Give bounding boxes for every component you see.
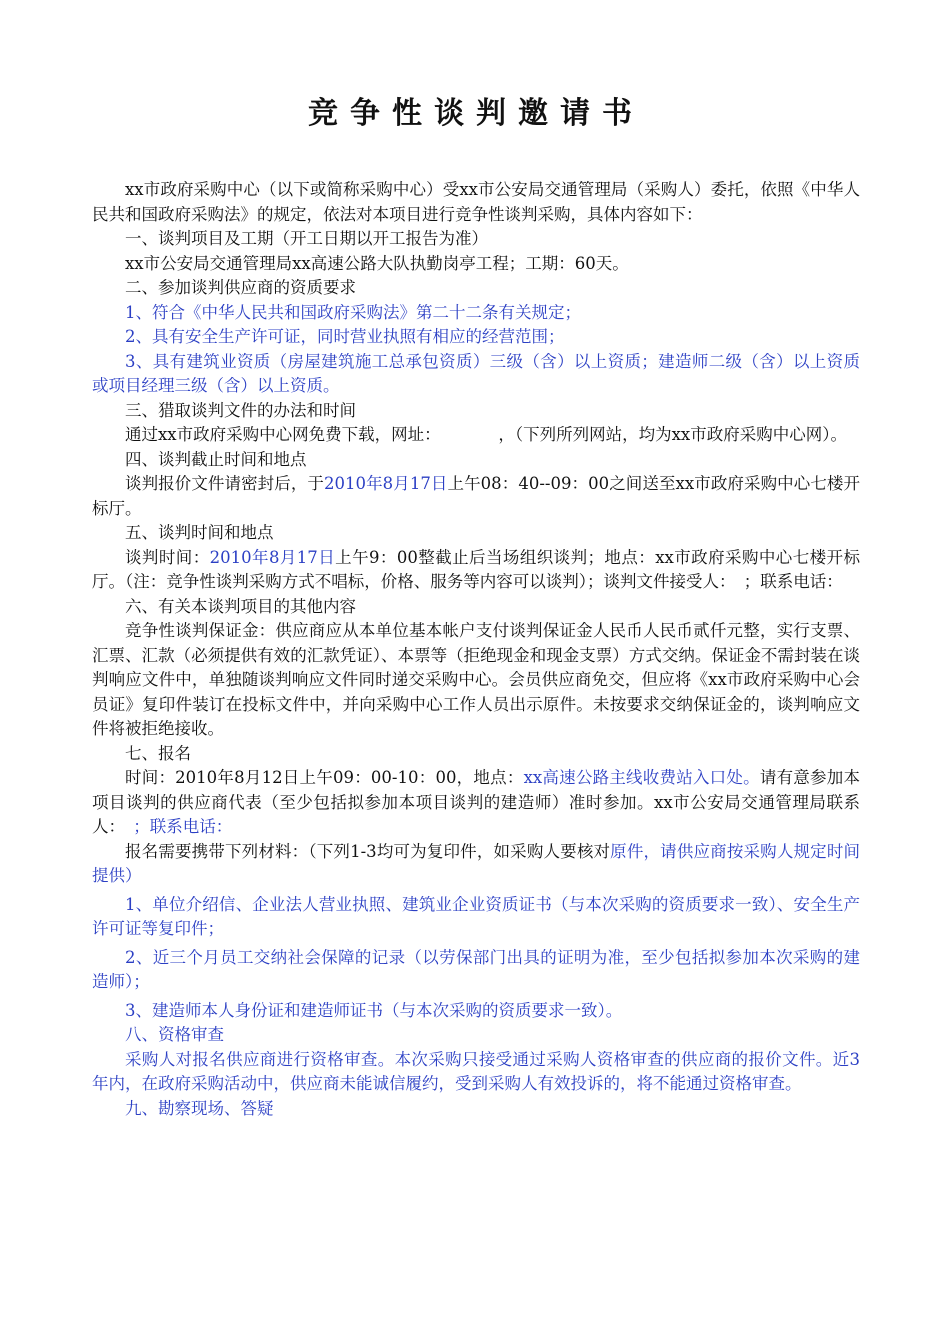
- section-1-heading: 一、谈判项目及工期（开工日期以开工报告为准）: [125, 229, 488, 248]
- section-6-body: 竞争性谈判保证金：供应商应从本单位基本帐户支付谈判保证金人民币人民币贰仟元整，实行支票、汇票、汇款（必须提供有效的汇款凭证）、本票等（拒绝现金和现金支票）方式交纳。保证金不需封装在谈判响应文件中，单独随谈判响应文件同时递交采购中心。会员供应商免交，但应将《xx市政府采购中心会员证》复印件装订在投标文件中，并向采购中心工作人员出示原件。未按要求交纳保证金的，谈判响应文件将被拒绝接收。: [92, 621, 860, 738]
- section-4-body-post: 上午08：40--09：00之间送至xx市政府采购中心七楼开标厅。: [92, 474, 860, 518]
- section-7-p1-pre: 时间：2010年8月12日上午09：00-10：00，地点：: [125, 768, 524, 787]
- section-7-item-3: 3、建造师本人身份证和建造师证书（与本次采购的资质要求一致）。: [125, 1000, 623, 1020]
- section-9-heading: 九、勘察现场、答疑: [125, 1098, 274, 1118]
- section-7-heading: 七、报名: [125, 743, 191, 763]
- section-4-heading: 四、谈判截止时间和地点: [125, 449, 307, 469]
- section-2-item-2: 2、具有安全生产许可证，同时营业执照有相应的经营范围；: [125, 327, 565, 346]
- section-1-body: xx市公安局交通管理局xx高速公路大队执勤岗亭工程；工期：60天。: [125, 253, 629, 273]
- section-2-item-1: 1、符合《中华人民共和国政府采购法》第二十二条有关规定；: [125, 302, 581, 322]
- section-7-paragraph-1: [92, 766, 860, 840]
- section-5-body-pre: 谈判时间：: [125, 547, 210, 567]
- section-7-contact: ；联系电话：: [116, 817, 233, 836]
- intro-paragraph: xx市政府采购中心（以下或简称采购中心）受xx市公安局交通管理局（采购人）委托，依照《中华人民共和国政府采购法》的规定，依法对本项目进行竞争性谈判采购，具体内容如下：: [92, 180, 860, 224]
- section-7-p2-blue: 原件，请供应商按采购人规定时间提供）: [92, 841, 861, 885]
- section-8-body: 采购人对报名供应商进行资格审查。本次采购只接受通过采购人资格审查的供应商的报价文件。近3年内，在政府采购活动中，供应商未能诚信履约，受到采购人有效投诉的，将不能通过资格审查。: [92, 1049, 860, 1093]
- document-title: 竞争性谈判邀请书: [308, 96, 644, 131]
- section-3-body: 通过xx市政府采购中心网免费下载，网址： ，（下列所列网站，均为xx市政府采购中心网）。: [125, 425, 847, 444]
- section-7-item-1: 1、单位介绍信、企业法人营业执照、建筑业企业资质证书（与本次采购的资质要求一致）、安全生产许可证等复印件；: [92, 894, 860, 938]
- section-5-date: 2010年8月17日: [209, 547, 336, 567]
- section-5-body: [92, 546, 860, 595]
- section-5-heading: 五、谈判时间和地点: [125, 523, 274, 542]
- section-6-heading: 六、有关本谈判项目的其他内容: [125, 596, 356, 616]
- section-7-p2-pre: 报名需要携带下列材料：（下列1-3均可为复印件，如采购人要核对: [125, 841, 611, 861]
- section-7-item-2: 2、近三个月员工交纳社会保障的记录（以劳保部门出具的证明为准，至少包括拟参加本次采购的建造师）；: [92, 947, 860, 991]
- section-4-body: [92, 472, 860, 521]
- section-7-p1-post: 请有意参加本项目谈判的供应商代表（至少包括拟参加本项目谈判的建造师）准时参加。xx市公安局交通管理局联系人：: [92, 768, 860, 836]
- section-2-heading: 二、参加谈判供应商的资质要求: [125, 278, 356, 297]
- section-4-body-pre: 谈判报价文件请密封后，于: [125, 474, 324, 493]
- section-8-heading: 八、资格审查: [125, 1025, 224, 1044]
- section-7-location: xx高速公路主线收费站入口处。: [523, 768, 760, 787]
- section-3-heading: 三、猎取谈判文件的办法和时间: [125, 400, 356, 420]
- section-4-date: 2010年8月17日: [324, 474, 448, 493]
- section-7-paragraph-2: [92, 840, 860, 889]
- section-2-item-3: 3、具有建筑业资质（房屋建筑施工总承包资质）三级（含）以上资质；建造师二级（含）以上资质或项目经理三级（含）以上资质。: [92, 351, 860, 395]
- section-5-body-post: 上午9：00整截止后当场组织谈判；地点：xx市政府采购中心七楼开标厅。（注：竞争性谈判采购方式不唱标，价格、服务等内容可以谈判）；谈判文件接受人： ；联系电话：: [92, 547, 860, 591]
